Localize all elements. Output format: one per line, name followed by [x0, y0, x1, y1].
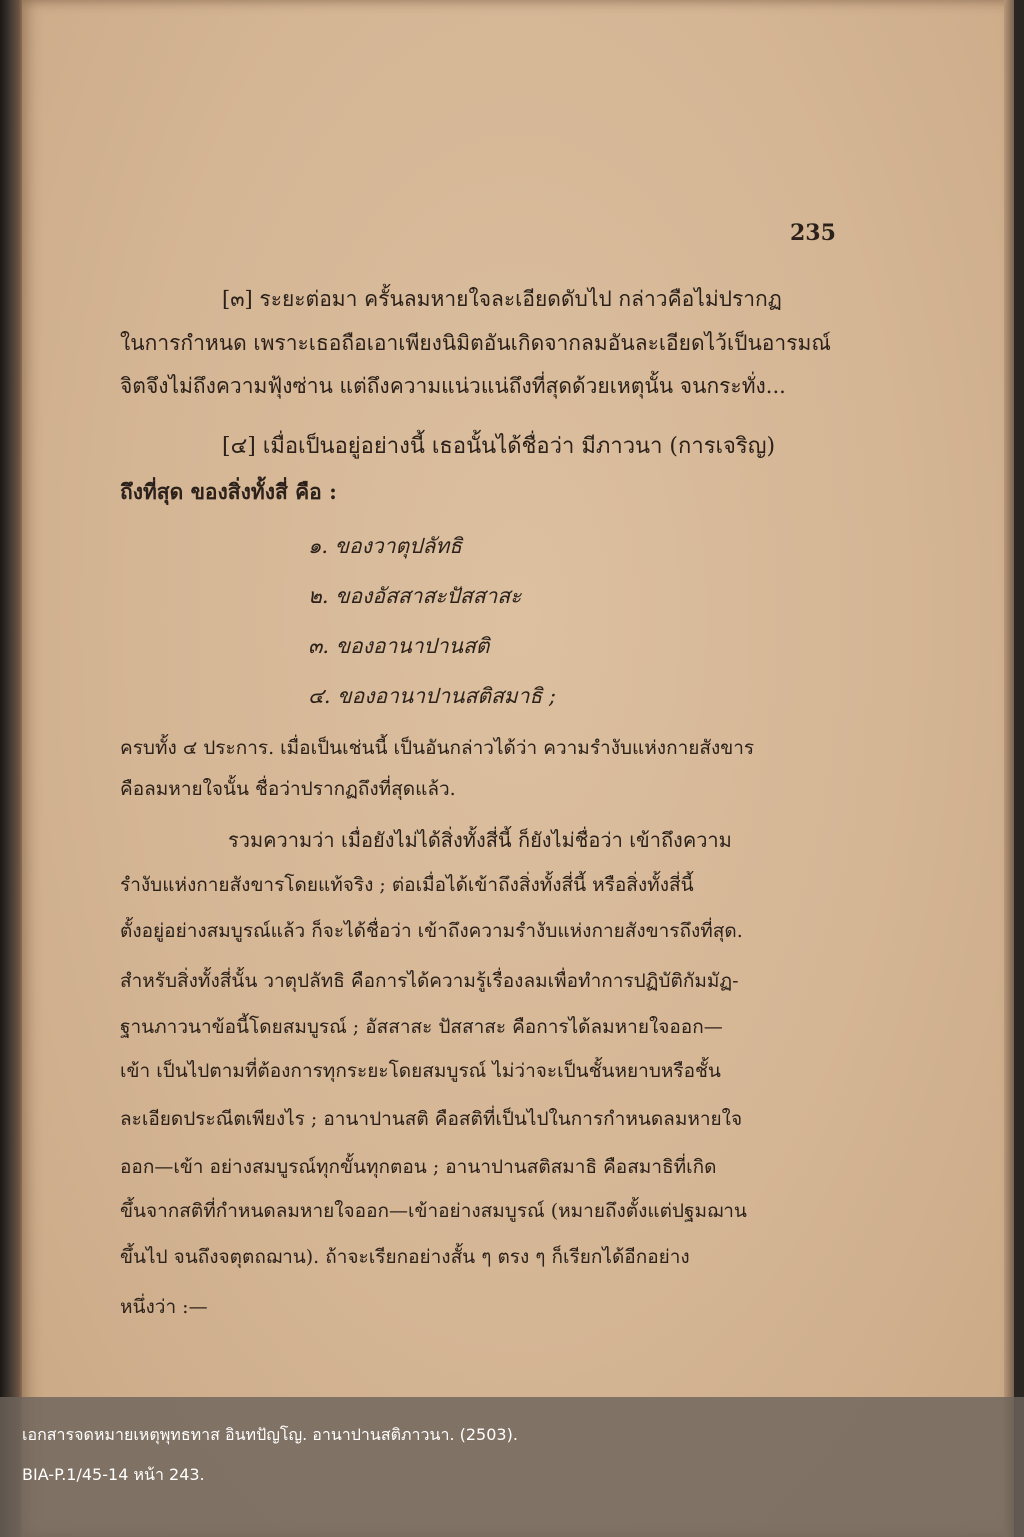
paragraph-3-line-3: จิตจึงไม่ถึงความฟุ้งซ่าน แต่ถึงความแน่วแน่ถึงที่สุดด้วยเหตุนั้น จนกระทั่ง...: [120, 374, 786, 398]
page-edge: [1004, 0, 1014, 1537]
paragraph-6-line-9: ขึ้นจากสติที่กำหนดลมหายใจออก—เข้าอย่างสมบูรณ์ (หมายถึงตั้งแต่ปฐมฌาน: [120, 1200, 747, 1222]
list-item-3: ๓. ของอานาปานสติ: [308, 634, 490, 658]
archive-caption: [0, 1397, 1024, 1537]
paragraph-6-line-11: หนึ่งว่า :—: [120, 1296, 208, 1318]
paragraph-5-line-2: คือลมหายใจนั้น ชื่อว่าปรากฏถึงที่สุดแล้ว.: [120, 778, 456, 800]
page-number: 235: [790, 220, 836, 246]
paragraph-6-line-3: ตั้งอยู่อย่างสมบูรณ์แล้ว ก็จะได้ชื่อว่า เข้าถึงความรำงับแห่งกายสังขารถึงที่สุด.: [120, 920, 743, 942]
paragraph-6-line-4: สำหรับสิ่งทั้งสี่นั้น วาตุปลัทธิ คือการได้ความรู้เรื่องลมเพื่อทำการปฏิบัติกัมมัฏ-: [120, 970, 739, 992]
caption-line-1: เอกสารจดหมายเหตุพุทธทาส อินทปัญโญ. อานาปานสติภาวนา. (2503).: [22, 1425, 518, 1444]
paragraph-6-line-7: ละเอียดประณีตเพียงไร ; อานาปานสติ คือสติที่เป็นไปในการกำหนดลมหายใจ: [120, 1108, 743, 1130]
paragraph-6-line-10: ขึ้นไป จนถึงจตุตถฌาน). ถ้าจะเรียกอย่างสั้น ๆ ตรง ๆ ก็เรียกได้อีกอย่าง: [120, 1246, 690, 1268]
paragraph-3-line-1: [๓] ระยะต่อมา ครั้นลมหายใจละเอียดดับไป กล่าวคือไม่ปรากฏ: [222, 287, 782, 311]
book-binding: [0, 0, 22, 1537]
paragraph-3-line-2: ในการกำหนด เพราะเธอถือเอาเพียงนิมิตอันเกิดจากลมอันละเอียดไว้เป็นอารมณ์: [120, 331, 831, 355]
paragraph-6-line-5: ฐานภาวนาข้อนี้โดยสมบูรณ์ ; อัสสาสะ ปัสสาสะ คือการได้ลมหายใจออก—: [120, 1016, 723, 1038]
paragraph-6-line-1: รวมความว่า เมื่อยังไม่ได้สิ่งทั้งสี่นี้ ก็ยังไม่ชื่อว่า เข้าถึงความ: [228, 828, 732, 852]
paragraph-4-line-1: [๔] เมื่อเป็นอยู่อย่างนี้ เธอนั้นได้ชื่อว่า มีภาวนา (การเจริญ): [222, 434, 776, 459]
list-item-4: ๔. ของอานาปานสติสมาธิ ;: [308, 684, 556, 708]
paragraph-5-line-1: ครบทั้ง ๔ ประการ. เมื่อเป็นเช่นนี้ เป็นอันกล่าวได้ว่า ความรำงับแห่งกายสังขาร: [120, 737, 755, 759]
caption-line-2: BIA-P.1/45-14 หน้า 243.: [22, 1465, 205, 1484]
paragraph-6-line-2: รำงับแห่งกายสังขารโดยแท้จริง ; ต่อเมื่อได้เข้าถึงสิ่งทั้งสี่นี้ หรือสิ่งทั้งสี่นี้: [120, 874, 694, 896]
paragraph-6-line-6: เข้า เป็นไปตามที่ต้องการทุกระยะโดยสมบูรณ์ ไม่ว่าจะเป็นชั้นหยาบหรือชั้น: [120, 1060, 721, 1082]
paragraph-6-line-8: ออก—เข้า อย่างสมบูรณ์ทุกขั้นทุกตอน ; อานาปานสติสมาธิ คือสมาธิที่เกิด: [120, 1156, 717, 1178]
list-item-2: ๒. ของอัสสาสะปัสสาสะ: [308, 584, 522, 608]
paragraph-4-line-2: ถึงที่สุด ของสิ่งทั้งสี่ คือ :: [120, 479, 337, 504]
list-item-1: ๑. ของวาตุปลัทธิ: [308, 534, 462, 558]
